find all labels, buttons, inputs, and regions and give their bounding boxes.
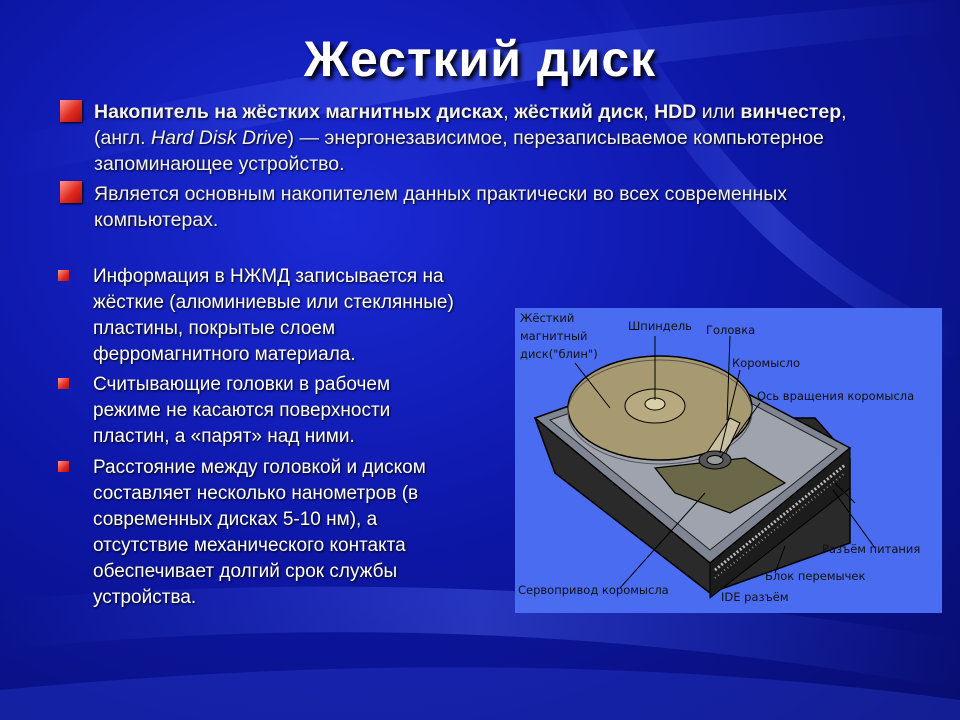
term-english: Hard Disk Drive bbox=[151, 127, 288, 149]
bullet-small-icon bbox=[58, 270, 69, 281]
point-3: Расстояние между головкой и диском составляет несколько нанометров (в современных дисках 5-10 нм), а отсутствие механического контакта обеспечивает долгий срок службы устройства. bbox=[93, 457, 426, 608]
term-nzhmd: Накопитель на жёстких магнитных дисках bbox=[94, 101, 504, 123]
bullet-small-icon bbox=[58, 461, 69, 472]
label-actuator: Сервопривод коромысла bbox=[518, 583, 669, 597]
definition-text: ) — энергонезависимое, перезаписываемое компьютерное запоминающее устройство. bbox=[94, 127, 824, 175]
point-1: Информация в НЖМД записывается на жёсткие (алюминиевые или стеклянные) пластины, покрытые слоем ферромагнитного материала. bbox=[93, 266, 454, 365]
label-arm-axis: Ось вращения коромысла bbox=[757, 389, 915, 403]
label-spindle: Шпиндель bbox=[628, 319, 692, 333]
point-2: Считывающие головки в рабочем режиме не касаются поверхности пластин, а «парят» над ними. bbox=[93, 374, 391, 447]
bullet-square-icon bbox=[60, 181, 82, 203]
sep-text: , bbox=[643, 101, 655, 123]
label-jumper-block: Блок перемычек bbox=[765, 569, 866, 583]
sep-text: или bbox=[696, 101, 741, 123]
label-platter-line-1: Жёсткий bbox=[520, 311, 575, 325]
slide-title: Жесткий диск bbox=[303, 31, 657, 87]
label-power-connector: Разъём питания bbox=[822, 542, 921, 556]
label-ide-connector: IDE разъём bbox=[721, 590, 789, 604]
label-head: Головка bbox=[706, 323, 756, 337]
term-hdd: HDD bbox=[654, 101, 697, 123]
hdd-diagram bbox=[515, 308, 942, 613]
bullet-square-icon bbox=[60, 100, 82, 122]
term-hard-disk: жёсткий диск bbox=[514, 101, 644, 123]
intro-paragraph-2: Является основным накопителем данных практически во всех современных компьютерах. bbox=[94, 183, 788, 231]
label-platter-line-2: магнитный bbox=[520, 329, 588, 343]
intro-paragraph-1 bbox=[94, 99, 894, 177]
label-platter-line-3: диск("блин") bbox=[520, 347, 598, 361]
term-winchester: винчестер bbox=[740, 101, 842, 123]
sep-text: , (англ. bbox=[94, 101, 847, 149]
sep-text: , bbox=[503, 101, 515, 123]
label-arm: Коромысло bbox=[732, 356, 801, 370]
bullet-small-icon bbox=[58, 378, 69, 389]
